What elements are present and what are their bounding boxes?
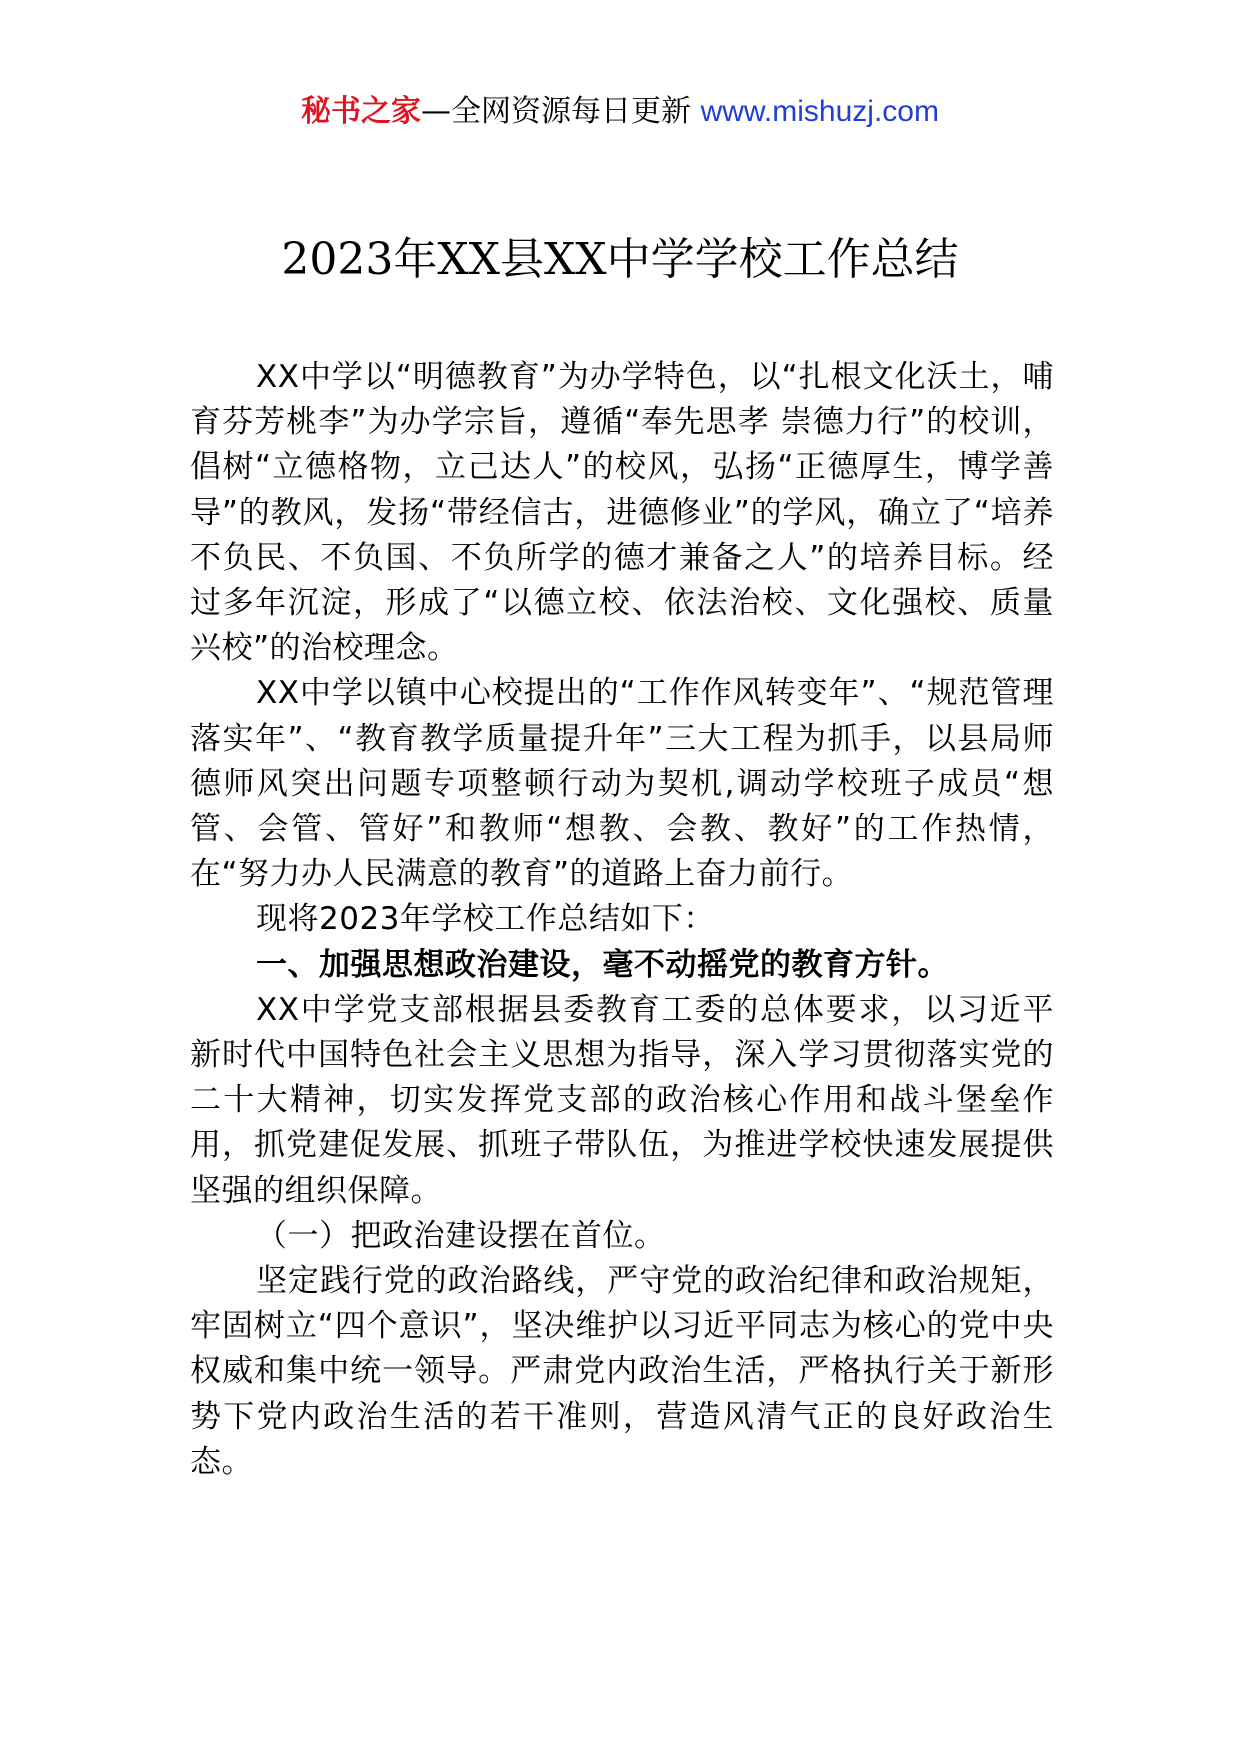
paragraph-political-line: 坚定践行党的政治路线，严守党的政治纪律和政治规矩，牢固树立“四个意识”，坚决维护以习近平同志为核心的党中央权威和集中统一领导。严肃党内政治生活，严格执行关于新形势下党内政治生活的若干准则，营造风清气正的良好政治生态。 [190, 1263, 1054, 1480]
subsection-heading-1: （一）把政治建设摆在首位。 [256, 1217, 666, 1254]
site-brand: 秘书之家 [301, 94, 422, 129]
document-body [190, 355, 1054, 1485]
site-tagline: —全网资源每日更新 [421, 94, 701, 129]
paragraph-intro: XX中学以“明德教育”为办学特色，以“扎根文化沃土，哺育芬芳桃李”为办学宗旨，遵循“奉先思孝 崇德力行”的校训，倡树“立德格物，立己达人”的校风，弘扬“正德厚生，博学善导”的教风，发扬“带经信古，进德修业”的学风，确立了“培养不负民、不负国、不负所学的德才兼备之人”的培养目标。经过多年沉淀，形成了“以德立校、依法治校、文化强校、质量兴校”的治校理念。 [190, 359, 1054, 667]
site-url-link[interactable]: www.mishuzj.com [700, 95, 939, 128]
section-heading-1: 一、加强思想政治建设，毫不动摇党的教育方针。 [256, 946, 949, 983]
site-header [0, 92, 1240, 132]
paragraph-party-branch: XX中学党支部根据县委教育工委的总体要求，以习近平新时代中国特色社会主义思想为指导，深入学习贯彻落实党的二十大精神，切实发挥党支部的政治核心作用和战斗堡垒作用，抓党建促发展、抓班子带队伍，为推进学校快速发展提供坚强的组织保障。 [190, 991, 1054, 1209]
paragraph-work-focus: XX中学以镇中心校提出的“工作作风转变年”、“规范管理落实年”、“教育教学质量提升年”三大工程为抓手，以县局师德师风突出问题专项整顿行动为契机,调动学校班子成员“想管、会管、管好”和教师“想教、会教、教好”的工作热情，在“努力办人民满意的教育”的道路上奋力前行。 [190, 675, 1054, 893]
paragraph-summary-lead: 现将2023年学校工作总结如下： [256, 901, 715, 938]
document-title: 2023年XX县XX中学学校工作总结 [281, 234, 959, 285]
